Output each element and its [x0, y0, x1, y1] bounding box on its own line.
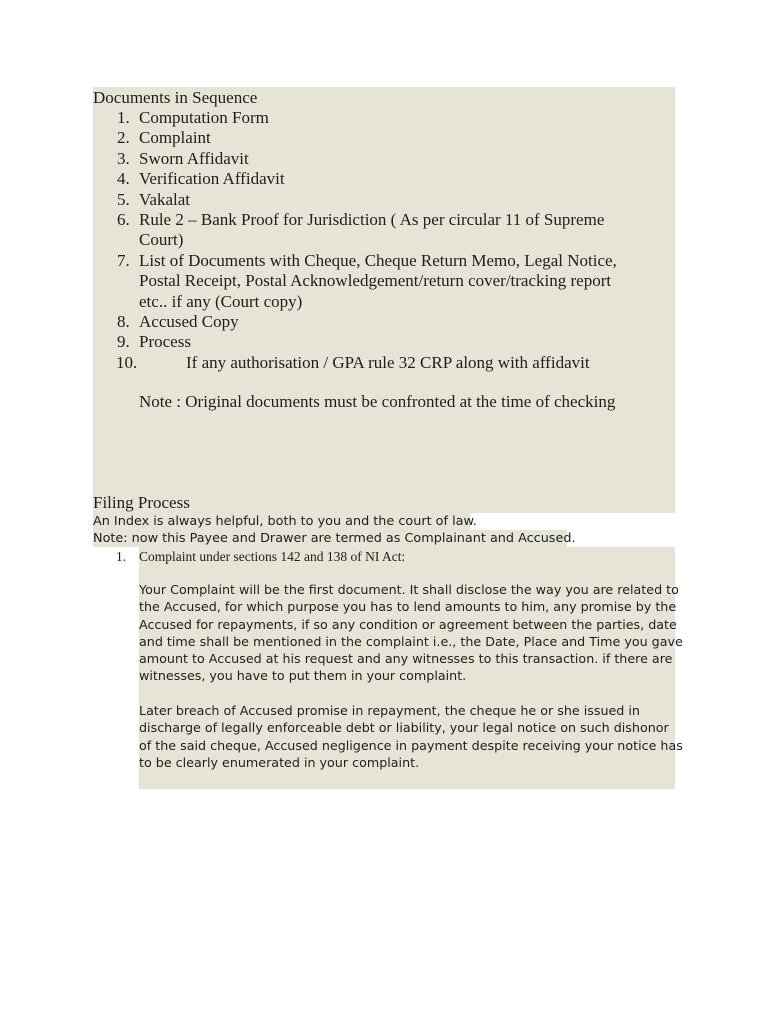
- paragraph-line: to be clearly enumerated in your complaint.: [139, 754, 420, 770]
- paragraph-line: witnesses, you have to put them in your complaint.: [139, 668, 467, 684]
- list-item: [93, 169, 683, 189]
- list-item-number: 5.: [117, 189, 130, 209]
- documents-list: [93, 108, 683, 373]
- list-item-text: Complaint: [139, 128, 211, 148]
- list-item: [93, 190, 683, 210]
- index-line: An Index is always helpful, both to you and the court of law.: [93, 514, 477, 529]
- documents-sequence-heading: Documents in Sequence: [93, 88, 258, 107]
- filing-item-title: Complaint under sections 142 and 138 of NI Act:: [139, 549, 406, 564]
- list-item: [93, 210, 683, 251]
- list-item: [93, 312, 683, 332]
- list-item-number: 8.: [117, 312, 130, 332]
- paragraph-line: discharge of legally enforceable debt or liability, your legal notice on such dishonor: [139, 720, 669, 736]
- list-item: [93, 251, 683, 312]
- list-item-text: Vakalat: [139, 189, 190, 209]
- list-item-number: 1.: [117, 108, 130, 127]
- list-item-number: 4.: [117, 169, 130, 189]
- list-item-text: etc.. if any (Court copy): [139, 291, 303, 311]
- list-item-number: 6.: [117, 210, 130, 230]
- filing-process-heading: Filing Process: [93, 493, 190, 512]
- paragraph-line: of the said cheque, Accused negligence in payment despite receiving your notice has: [139, 737, 683, 753]
- paragraph-line: and time shall be mentioned in the complaint i.e., the Date, Place and Time you gave: [139, 633, 683, 649]
- list-item-number: 2.: [117, 128, 130, 148]
- list-item: [93, 108, 683, 128]
- list-item-number: 3.: [117, 148, 130, 168]
- paragraph-line: Accused for repayments, if so any condition or agreement between the parties, date: [139, 616, 677, 632]
- list-item-text: Process: [139, 332, 191, 352]
- original-documents-note: Note : Original documents must be confronted at the time of checking: [139, 392, 616, 411]
- list-item-text: Court): [139, 230, 184, 250]
- list-item-text: Postal Receipt, Postal Acknowledgement/return cover/tracking report: [139, 271, 612, 291]
- list-item: [93, 149, 683, 169]
- list-item-text: Sworn Affidavit: [139, 148, 249, 168]
- list-item: [93, 332, 683, 352]
- paragraph-line: amount to Accused at his request and any witnesses to this transaction. if there are: [139, 651, 673, 667]
- list-item-text: Verification Affidavit: [139, 169, 285, 189]
- termed-note-line: Note: now this Payee and Drawer are termed as Complainant and Accused.: [93, 531, 576, 546]
- paragraph-line: Later breach of Accused promise in repayment, the cheque he or she issued in: [139, 703, 640, 718]
- list-item: [93, 128, 683, 148]
- list-item-text: Accused Copy: [139, 312, 239, 332]
- paragraph-line: the Accused, for which purpose you has to lend amounts to him, any promise by the: [139, 599, 677, 615]
- complaint-paragraph-2: [139, 702, 683, 771]
- list-item-text: If any authorisation / GPA rule 32 CRP along with affidavit: [186, 352, 590, 372]
- list-item-text: List of Documents with Cheque, Cheque Return Memo, Legal Notice,: [139, 250, 617, 270]
- list-item-text: Rule 2 – Bank Proof for Jurisdiction ( As per circular 11 of Supreme: [139, 210, 605, 230]
- filing-item-number: 1.: [116, 549, 127, 564]
- complaint-paragraph-1: [139, 581, 683, 685]
- list-item-text: Computation Form: [139, 108, 269, 127]
- list-item-number: 10.: [116, 352, 138, 372]
- paragraph-line: Your Complaint will be the first document. It shall disclose the way you are related to: [139, 582, 679, 597]
- list-item-number: 7.: [117, 250, 130, 270]
- list-item: [93, 353, 683, 373]
- list-item-number: 9.: [117, 332, 130, 352]
